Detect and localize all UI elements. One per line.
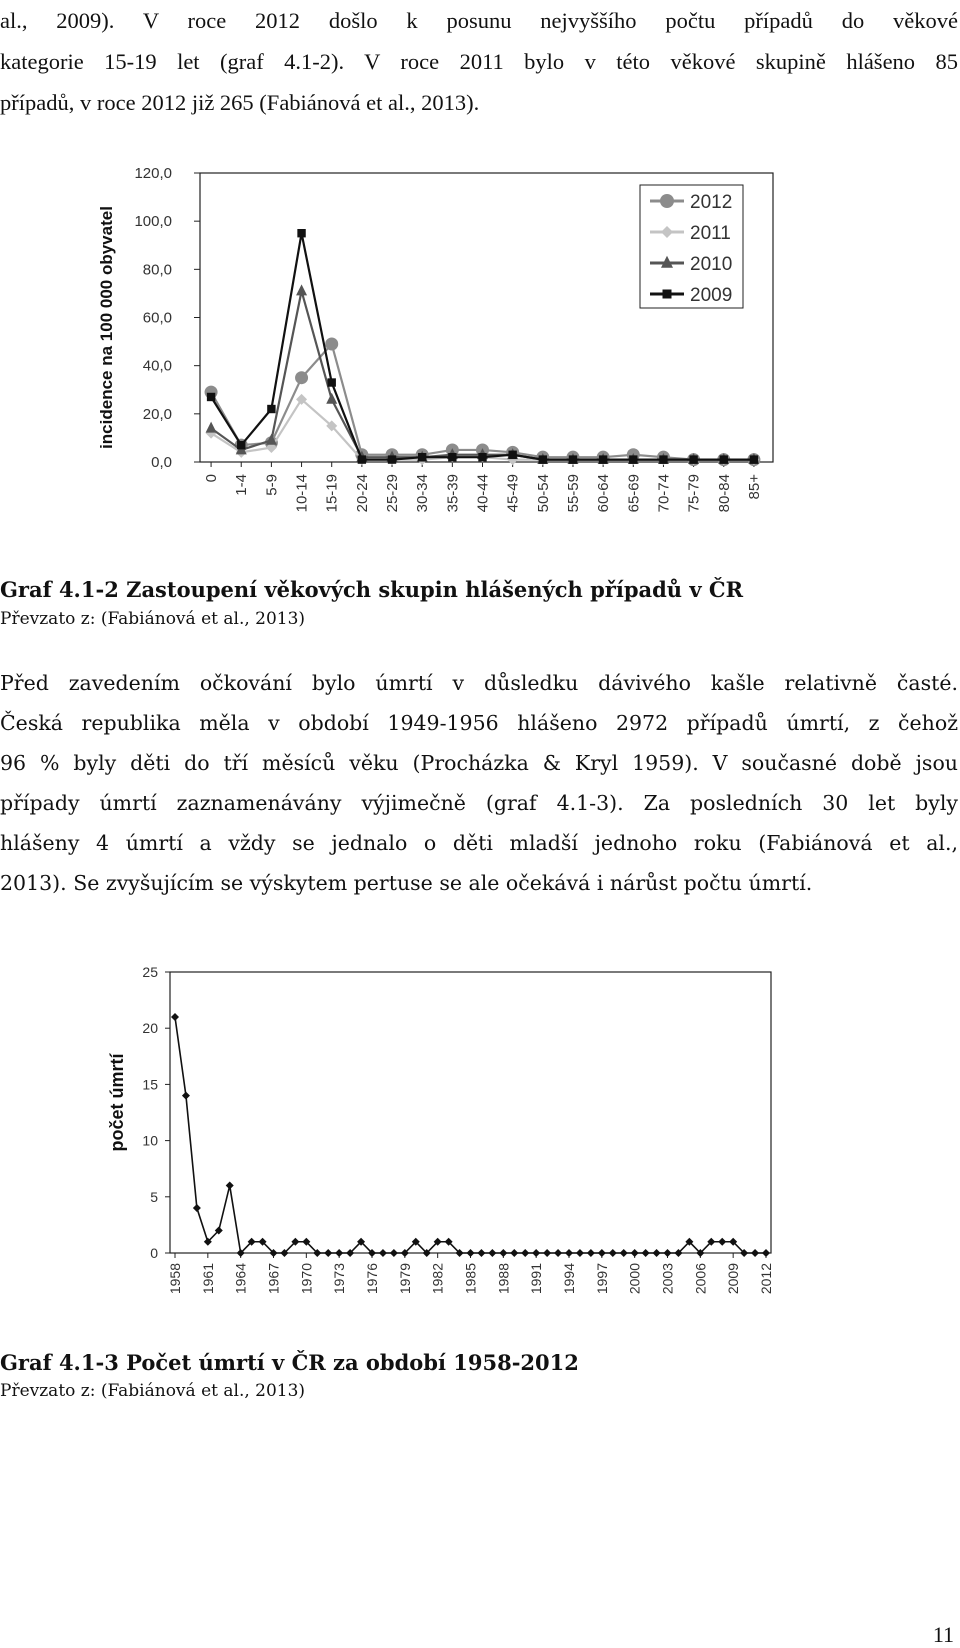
intro-paragraph [0,0,958,123]
x-tick-label: 1967 [265,1263,282,1295]
data-point [521,1249,529,1257]
x-tick-label: 50-54 [534,474,552,513]
x-tick-label: 75-79 [685,474,703,513]
data-point [576,1249,584,1257]
legend-marker [663,290,672,299]
data-point [388,455,396,463]
legend-label: 2010 [690,254,733,275]
data-point [539,455,547,463]
x-tick-label: 1964 [232,1263,249,1295]
data-point [206,422,217,433]
y-tick-label: 80,0 [142,261,172,279]
data-point [751,1249,759,1257]
data-point [720,455,728,463]
x-tick-label: 1988 [495,1263,512,1295]
page-number: 11 [932,1622,954,1647]
data-point [750,455,758,463]
data-point [599,455,607,463]
intro-line-1: al., 2009). V roce 2012 došlo k posunu nejvyššího počtu případů do věkové [0,8,958,33]
chart1-caption-title: Graf 4.1-2 Zastoupení věkových skupin hlášených případů v ČR [0,577,744,602]
x-tick-label: 10-14 [293,474,311,513]
chart-legend [640,185,743,308]
intro-line-2: kategorie 15-19 let (graf 4.1-2). V roce 2011 bylo v této věkové skupině hlášeno 85 [0,49,958,74]
deaths-chart [95,960,795,1315]
x-tick-label: 15-19 [323,474,341,513]
y-tick-label: 20,0 [142,405,172,423]
data-point [609,1249,617,1257]
body-line-1: Před zavedením očkování bylo úmrtí v důsledku dávivého kašle relativně časté. [0,671,958,695]
data-point [598,1249,606,1257]
data-point [508,451,516,459]
data-point [324,1249,332,1257]
y-tick-label: 60,0 [142,309,172,327]
data-point [328,378,336,386]
y-tick-label: 0 [150,1245,158,1261]
y-tick-label: 25 [142,964,158,980]
data-point [182,1092,190,1100]
data-point [379,1249,387,1257]
x-tick-label: 55-59 [564,474,582,513]
legend-label: 2011 [690,223,731,244]
age-group-chart-svg [90,155,790,545]
x-tick-label: 2009 [725,1263,742,1295]
x-tick-label: 20-24 [353,474,371,513]
x-tick-label: 1997 [593,1263,610,1295]
x-tick-label: 1985 [462,1263,479,1295]
data-point [653,1249,661,1257]
x-tick-label: 60-64 [595,474,613,513]
data-point [267,405,275,413]
y-tick-label: 10 [142,1132,158,1149]
x-tick-label: 2003 [659,1263,676,1295]
y-tick-label: 15 [142,1076,158,1093]
data-point [325,337,338,350]
data-point [642,1249,650,1257]
x-tick-label: 1973 [331,1263,348,1295]
x-tick-label: 70-74 [655,474,673,513]
x-tick-label: 1-4 [233,474,251,496]
data-point [296,284,307,295]
data-point [762,1249,770,1257]
data-point [664,1249,672,1257]
y-tick-label: 120,0 [134,165,172,182]
data-point [418,453,426,461]
y-tick-label: 0,0 [151,454,172,471]
body-line-6: 2013). Se zvyšujícím se výskytem pertuse se ale očekává i nárůst počtu úmrtí. [0,871,813,895]
data-point [543,1249,551,1257]
y-tick-label: 100,0 [134,213,172,231]
intro-line-3: případů, v roce 2012 již 265 (Fabiánová et al., 2013). [0,90,480,115]
x-tick-label: 1994 [561,1263,577,1295]
x-tick-label: 80-84 [715,474,733,513]
x-tick-label: 1979 [396,1263,413,1295]
x-tick-label: 1958 [167,1263,183,1295]
data-point [569,455,577,463]
x-tick-label: 1961 [199,1263,216,1295]
x-tick-label: 1970 [298,1263,315,1295]
body-paragraph [0,663,958,903]
data-point [631,1249,639,1257]
data-point [488,1249,496,1257]
data-point [237,441,245,449]
x-tick-label: 85+ [745,474,763,500]
age-group-chart [90,155,790,550]
data-point [207,393,215,401]
x-tick-label: 2012 [758,1263,774,1295]
body-line-5: hlášeny 4 úmrtí a vždy se jednalo o děti mladší jednoho roku (Fabiánová et al., [0,831,958,855]
x-tick-label: 2000 [626,1263,643,1295]
chart2-caption-source: Převzato z: (Fabiánová et al., 2013) [0,1381,306,1401]
data-point [171,1013,179,1021]
data-point [478,453,486,461]
data-point [510,1249,518,1257]
data-point [565,1249,573,1257]
x-tick-label: 1982 [429,1263,446,1295]
data-point [659,455,667,463]
data-point [226,1182,234,1190]
data-point [554,1249,562,1257]
x-tick-label: 30-34 [414,474,432,513]
legend-marker [660,194,674,208]
data-point [620,1249,628,1257]
data-point [718,1238,726,1246]
body-line-4: případy úmrtí zaznamenávány výjimečně (graf 4.1-3). Za posledních 30 let byly [0,791,958,815]
x-tick-label: 1991 [528,1263,545,1295]
data-point [193,1204,201,1212]
data-point [297,229,305,237]
deaths-chart-svg [95,960,795,1310]
x-tick-label: 1976 [364,1263,380,1295]
data-point [358,455,366,463]
legend-label: 2012 [690,192,733,213]
plot-frame [170,972,771,1253]
y-tick-label: 5 [150,1188,158,1205]
data-point [390,1249,398,1257]
y-axis-title: incidence na 100 000 obyvatel [97,206,116,449]
x-tick-label: 45-49 [504,474,522,513]
series-deaths [171,1013,770,1257]
series-line [211,291,754,460]
data-point [448,453,456,461]
x-tick-label: 2006 [692,1263,709,1295]
data-point [689,455,697,463]
chart1-caption-source: Převzato z: (Fabiánová et al., 2013) [0,609,306,629]
legend-label: 2009 [690,285,733,306]
data-point [477,1249,485,1257]
data-point [629,455,637,463]
x-tick-label: 65-69 [625,474,643,513]
x-tick-label: 0 [203,474,221,483]
data-point [335,1249,343,1257]
data-point [587,1249,595,1257]
body-line-3: 96 % byly děti do tří měsíců věku (Procházka & Kryl 1959). V současné době jsou [0,751,958,775]
chart2-caption-title: Graf 4.1-3 Počet úmrtí v ČR za období 1958-2012 [0,1350,579,1375]
x-tick-label: 40-44 [474,474,492,513]
data-point [467,1249,475,1257]
x-tick-label: 35-39 [444,474,462,513]
data-point [532,1249,540,1257]
y-axis-title: počet úmrtí [107,1053,127,1152]
data-point [499,1249,507,1257]
x-tick-label: 5-9 [263,474,281,496]
series-line [211,344,754,460]
series-line [175,1017,766,1253]
x-tick-label: 25-29 [384,474,402,513]
data-point [295,371,308,384]
body-line-2: Česká republika měla v období 1949-1956 hlášeno 2972 případů úmrtí, z čehož [0,711,958,735]
y-tick-label: 20 [142,1020,158,1037]
y-tick-label: 40,0 [142,357,172,375]
